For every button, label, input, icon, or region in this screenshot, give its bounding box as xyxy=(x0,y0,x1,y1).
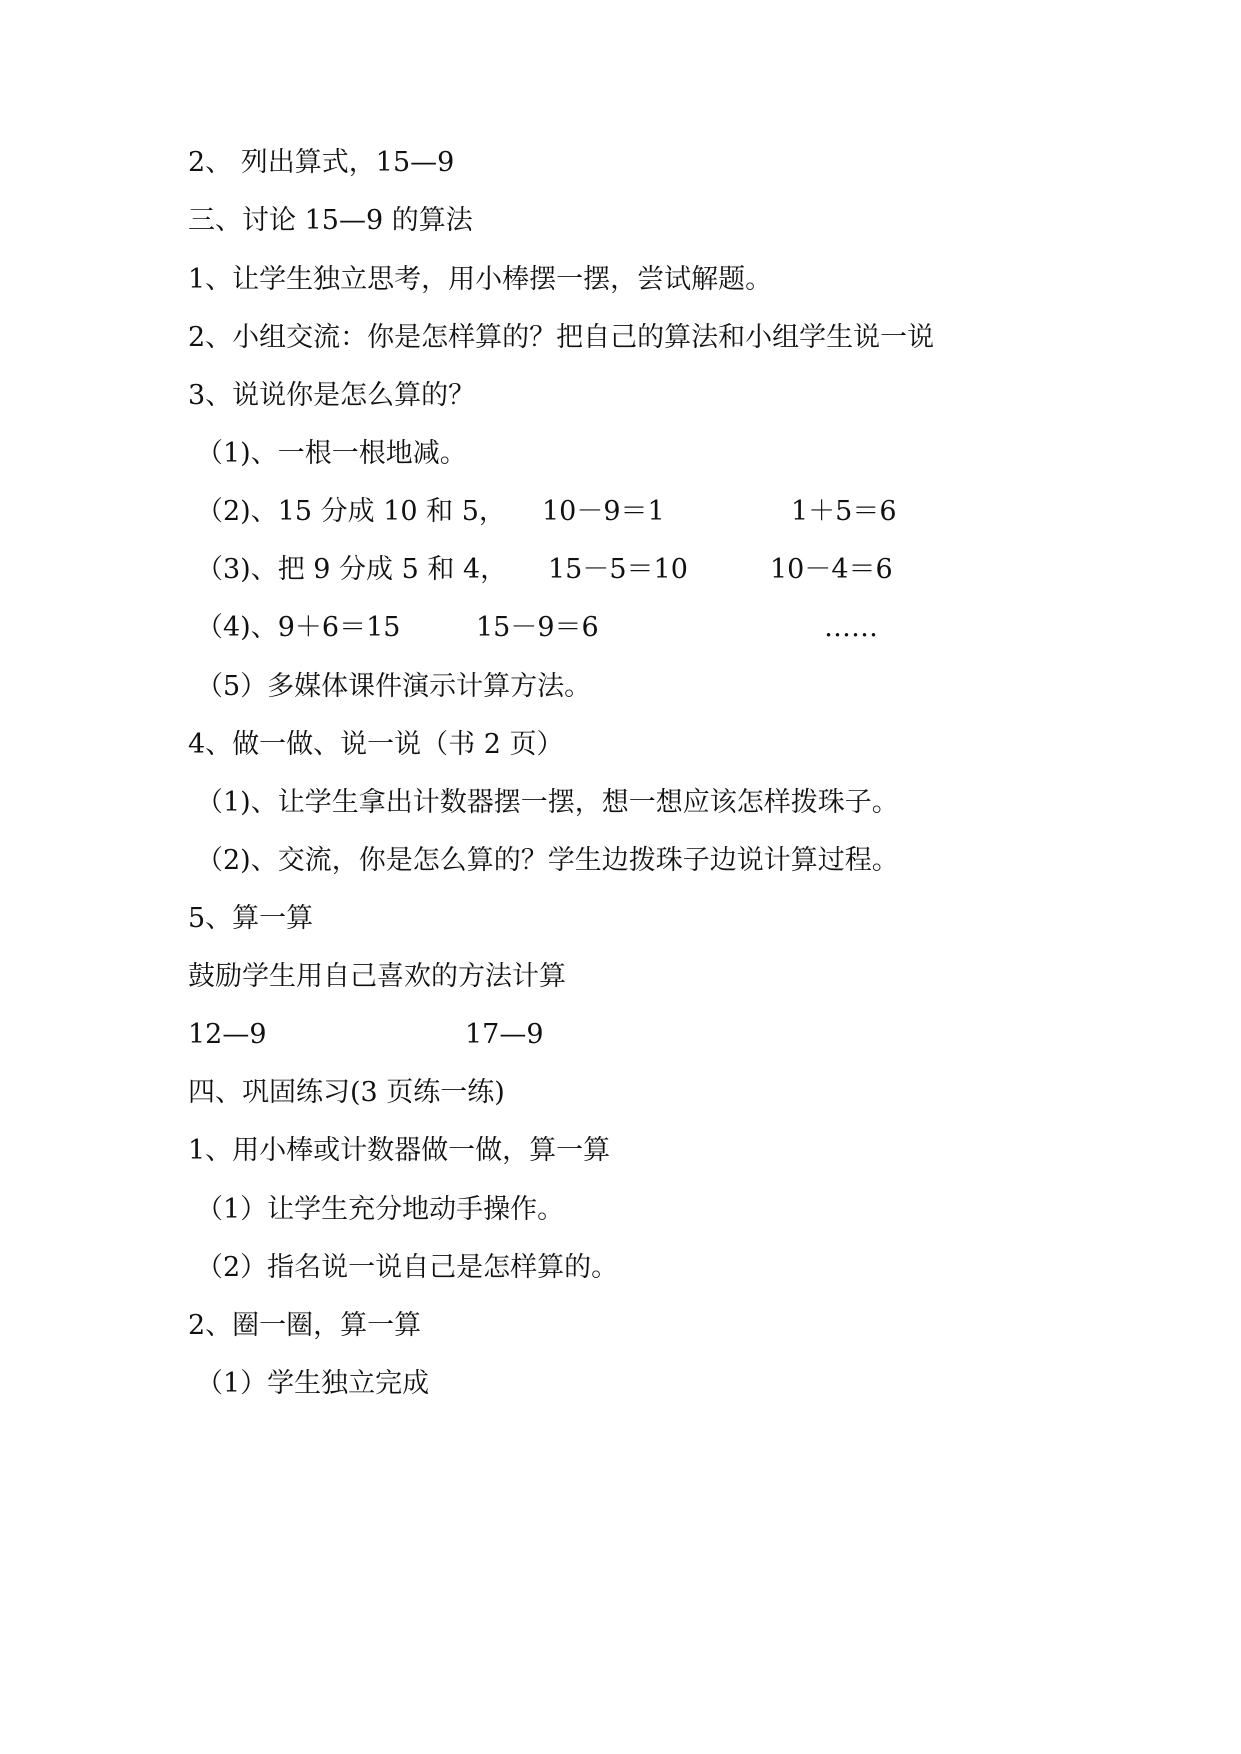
step-4-item-2: （2)、交流，你是怎么算的？学生边拨珠子边说计算过程。 xyxy=(196,845,899,876)
method-4-ellipsis: …… xyxy=(824,612,878,643)
step-2-formula: 2、 列出算式，15—9 xyxy=(188,147,455,178)
method-4-eq: 15－9＝6 xyxy=(476,612,599,643)
method-3-text: （3)、把 9 分成 5 和 4， xyxy=(196,554,508,585)
method-2-eq2: 1＋5＝6 xyxy=(791,496,897,527)
calc-1: 12—9 xyxy=(188,1019,267,1050)
step-4-item-1: （1)、让学生拿出计数器摆一摆，想一想应该怎样拨珠子。 xyxy=(196,787,899,818)
practice-2-item-1: （1）学生独立完成 xyxy=(196,1368,430,1399)
practice-1-item-2: （2）指名说一说自己是怎样算的。 xyxy=(196,1252,619,1283)
method-3-eq1: 15－5＝10 xyxy=(548,554,688,585)
method-4-text: （4)、9＋6＝15 xyxy=(196,612,401,643)
step-2-group: 2、小组交流：你是怎样算的？把自己的算法和小组学生说一说 xyxy=(188,322,935,353)
step-5-heading: 5、算一算 xyxy=(188,903,314,934)
practice-1-item-1: （1）让学生充分地动手操作。 xyxy=(196,1194,565,1225)
step-4-heading: 4、做一做、说一说（书 2 页） xyxy=(188,729,564,760)
step-3-explain: 3、说说你是怎么算的？ xyxy=(188,380,476,411)
step-5-text: 鼓励学生用自己喜欢的方法计算 xyxy=(188,961,566,992)
method-5: （5）多媒体课件演示计算方法。 xyxy=(196,671,592,702)
practice-2-heading: 2、圈一圈，算一算 xyxy=(188,1310,422,1341)
method-3-eq2: 10－4＝6 xyxy=(770,554,893,585)
practice-1-heading: 1、用小棒或计数器做一做，算一算 xyxy=(188,1135,611,1166)
step-1-independent: 1、让学生独立思考，用小棒摆一摆，尝试解题。 xyxy=(188,264,773,295)
section-3-heading: 三、讨论 15—9 的算法 xyxy=(188,205,473,236)
calc-2: 17—9 xyxy=(465,1019,544,1050)
method-2-text: （2)、15 分成 10 和 5， xyxy=(196,496,506,527)
section-4-heading: 四、巩固练习(3 页练一练) xyxy=(188,1077,505,1108)
method-1: （1)、一根一根地减。 xyxy=(196,438,467,469)
method-2-eq1: 10－9＝1 xyxy=(542,496,665,527)
